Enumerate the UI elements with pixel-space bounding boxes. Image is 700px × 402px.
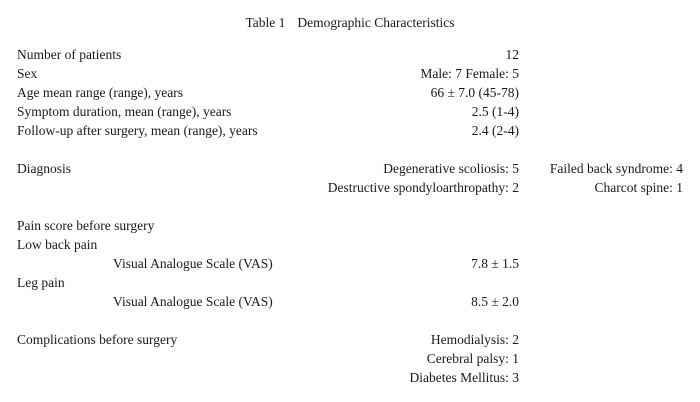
diagnosis-item: Destructive spondyloarthropathy: 2: [327, 180, 519, 195]
row-value-patients: 12: [505, 47, 519, 62]
complications-label: Complications before surgery: [17, 332, 178, 347]
leg-pain-value: 8.5 ± 2.0: [471, 294, 519, 309]
row-label-patients: Number of patients: [17, 47, 122, 62]
row-value-sex: Male: 7 Female: 5: [420, 66, 519, 81]
low-back-pain-value: 7.8 ± 1.5: [471, 256, 519, 271]
pain-heading: Pain score before surgery: [17, 218, 155, 233]
table-caption: Demographic Characteristics: [297, 15, 455, 30]
row-value-followup: 2.4 (2-4): [471, 123, 519, 138]
low-back-pain-label: Low back pain: [17, 237, 98, 252]
row-label-symptom: Symptom duration, mean (range), years: [17, 104, 232, 119]
leg-pain-scale: Visual Analogue Scale (VAS): [113, 294, 273, 309]
row-value-symptom: 2.5 (1-4): [471, 104, 519, 119]
complication-item: Cerebral palsy: 1: [426, 351, 519, 366]
complication-item: Diabetes Mellitus: 3: [409, 370, 519, 385]
complication-item: Hemodialysis: 2: [430, 332, 519, 347]
row-label-followup: Follow-up after surgery, mean (range), years: [17, 123, 258, 138]
low-back-pain-scale: Visual Analogue Scale (VAS): [113, 256, 273, 271]
table-title: [0, 15, 700, 31]
diagnosis-item: Failed back syndrome: 4: [549, 161, 683, 176]
row-label-sex: Sex: [17, 66, 38, 81]
leg-pain-label: Leg pain: [17, 275, 65, 290]
row-label-age: Age mean range (range), years: [17, 85, 184, 100]
diagnosis-label: Diagnosis: [17, 161, 71, 176]
diagnosis-item: Charcot spine: 1: [594, 180, 683, 195]
table-number: Table 1: [245, 15, 286, 30]
row-value-age: 66 ± 7.0 (45-78): [430, 85, 519, 100]
diagnosis-item: Degenerative scoliosis: 5: [383, 161, 519, 176]
